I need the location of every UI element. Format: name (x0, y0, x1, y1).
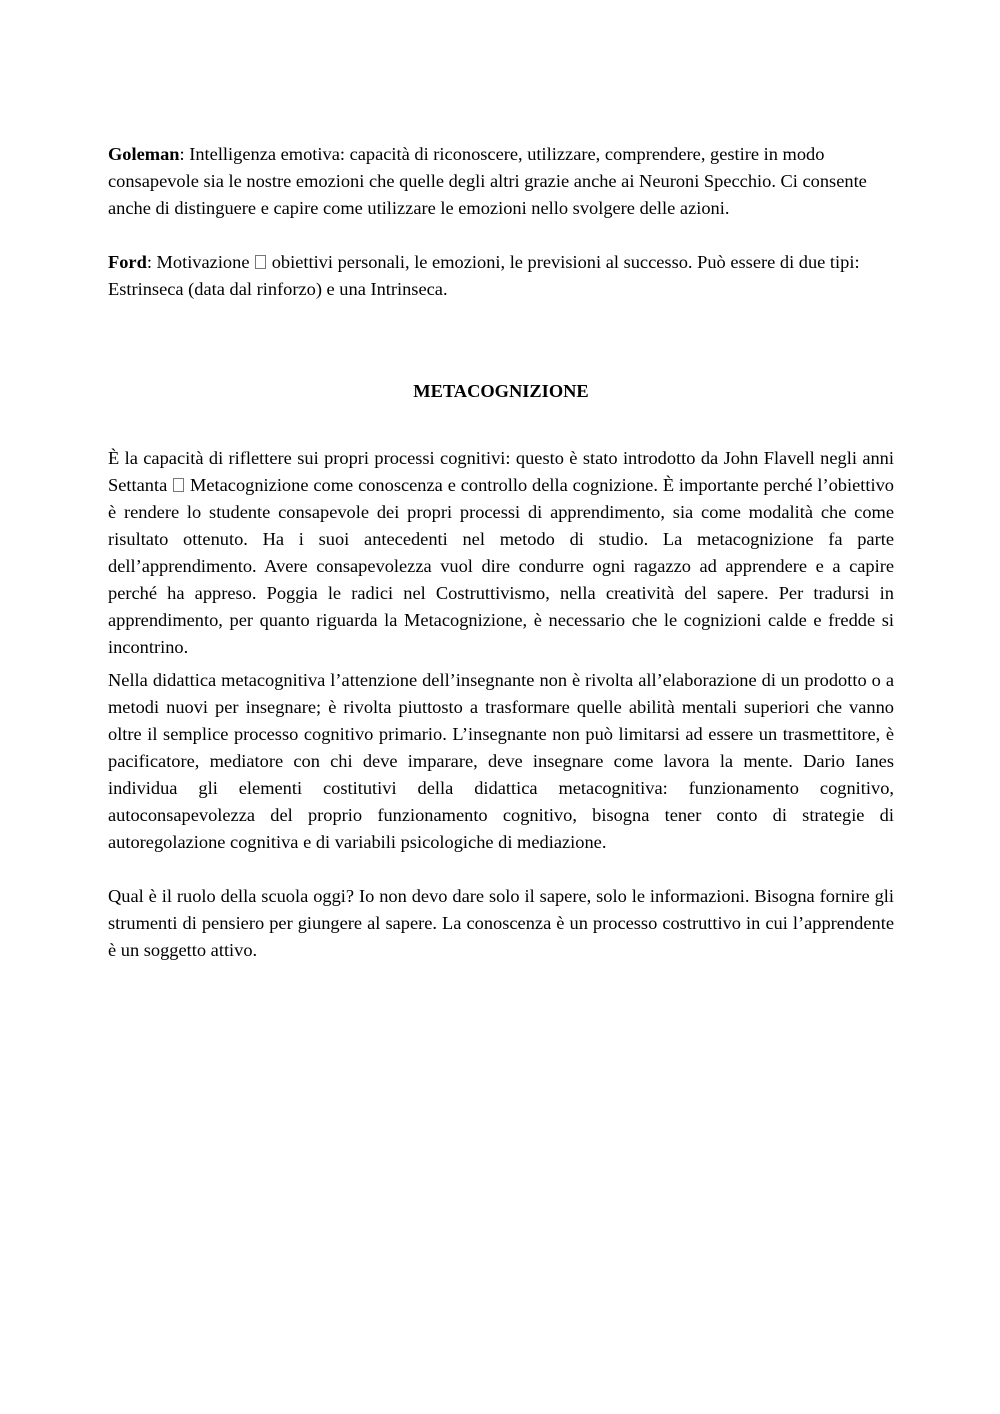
meta1-text-after: Metacognizione come conoscenza e controllo della cognizione. È importante perché l’obiettivo è rendere lo studente consapevole dei propri processi di apprendimento, sia come modalità che come risultato ottenuto. Ha i suoi antecedenti nel metodo di studio. La metacognizione fa parte dell’apprendimento. Avere consapevolezza vuol dire condurre ogni ragazzo ad apprendere e a capire perché ha appreso. Poggia le radici nel Costruttivismo, nella creatività del sapere. Per tradursi in apprendimento, per quanto riguarda la Metacognizione, è necessario che le cognizioni calde e fredde si incontrino. (108, 475, 894, 657)
section-heading: METACOGNIZIONE (413, 381, 589, 401)
ford-paragraph (108, 249, 894, 303)
metacognition-paragraph-2: Nella didattica metacognitiva l’attenzione dell’insegnante non è rivolta all’elaborazione di un prodotto o a metodi nuovi per insegnare; è rivolta piuttosto a trasformare quelle abilità mentali superiori che vanno oltre il semplice processo cognitivo primario. L’insegnante non può limitarsi ad essere un trasmettitore, è pacificatore, mediatore con chi deve imparare, deve insegnare come lavora la mente. Dario Ianes individua gli elementi costitutivi della didattica metacognitiva: funzionamento cognitivo, autoconsapevolezza del proprio funzionamento cognitivo, bisogna tener conto di strategie di autoregolazione cognitiva e di variabili psicologiche di mediazione. (108, 670, 894, 852)
ford-name: Ford (108, 252, 147, 272)
goleman-name: Goleman (108, 144, 180, 164)
missing-glyph-icon (255, 255, 266, 269)
missing-glyph-icon (173, 478, 184, 492)
goleman-paragraph (108, 141, 894, 222)
meta1-text-before: È la capacità di riflettere sui propri processi cognitivi: questo è stato introdotto da John Flavell negli anni Settanta (108, 448, 894, 495)
ford-text-after: obiettivi personali, le emozioni, le previsioni al successo. Può essere di due tipi: Estrinseca (data dal rinforzo) e una Intrinseca. (108, 252, 860, 299)
document-page (108, 141, 894, 964)
metacognition-paragraph-1 (108, 445, 894, 661)
ford-text-before: : Motivazione (146, 252, 255, 272)
goleman-text: : Intelligenza emotiva: capacità di riconoscere, utilizzare, comprendere, gestire in modo consapevole sia le nostre emozioni che quelle degli altri grazie anche ai Neuroni Specchio. Ci consente anche di distinguere e capire come utilizzare le emozioni nello svolgere delle azioni. (108, 144, 867, 218)
school-role-paragraph: Qual è il ruolo della scuola oggi? Io non devo dare solo il sapere, solo le informazioni. Bisogna fornire gli strumenti di pensiero per giungere al sapere. La conoscenza è un processo costruttivo in cui l’apprendente è un soggetto attivo. (108, 886, 894, 960)
